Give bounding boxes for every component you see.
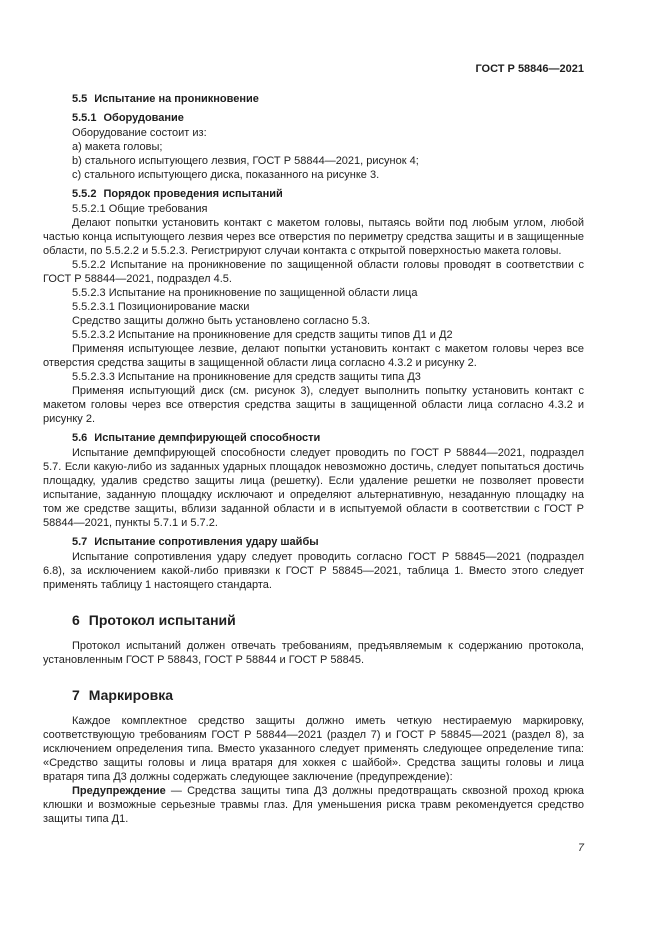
list-item-b: b) стального испытующего лезвия, ГОСТ Р 58844—2021, рисунок 4; xyxy=(72,155,419,167)
paragraph-5-5-2-3-3-title: 5.5.2.3.3 Испытание на проникновение для средств защиты типа Д3 xyxy=(72,371,421,383)
paragraph-5-5-2-1-title: 5.5.2.1 Общие требования xyxy=(72,203,208,215)
warning-text: — Средства защиты типа Д3 должны предотвращать сквозной проход крюка клюшки и возможные серьезные травмы глаз. Для уменьшения риска травм рекомендуется средство защиты типа Д1. xyxy=(43,785,584,825)
paragraph-5-5-2-3: 5.5.2.3 Испытание на проникновение по защищенной области лица xyxy=(72,287,418,299)
paragraph-5-7-body: Испытание сопротивления удару следует проводить согласно ГОСТ Р 58845—2021 (подраздел 6.8), за исключением какой-либо привязки к ГОСТ Р 58845—2021, таблица 1. Вместо этого следует применять таблицу 1 настоящего стандарта. xyxy=(43,551,584,591)
heading-title: Маркировка xyxy=(88,687,174,703)
heading-5-5 xyxy=(43,92,584,106)
heading-5-5-2 xyxy=(43,187,584,201)
paragraph-5-6-body: Испытание демпфирующей способности следует проводить по ГОСТ Р 58844—2021, подраздел 5.7. Если какую-либо из заданных ударных площадок невозможно достичь, следует попытаться достичь площадку, удалив средство защиты лица (решетку). Если удаление решетки не позволяет провести испытание, заданную площадку исключают и определяют альтернативную, незаданную площадку на том же средстве защиты, вблизи заданной области и в испытуемой области в соответствии с ГОСТ Р 58844—2021, пункты 5.7.1 и 5.7.2. xyxy=(43,447,584,529)
heading-number: 7 xyxy=(72,687,80,703)
heading-title: Испытание демпфирующей способности xyxy=(94,432,321,444)
page-number: 7 xyxy=(577,842,584,854)
paragraph-5-5-2-3-2-body: Применяя испытующее лезвие, делают попытки установить контакт с макетом головы через все отверстия средства защиты в защищенной области лица согласно 4.3.2 и рисунку 2. xyxy=(43,343,584,369)
heading-title: Порядок проведения испытаний xyxy=(103,188,283,200)
heading-5-6 xyxy=(43,431,584,445)
heading-title: Испытание на проникновение xyxy=(94,93,259,105)
heading-number: 5.5.1 xyxy=(72,112,97,124)
paragraph-5-5-2-3-3-body: Применяя испытующий диск (см. рисунок 3), следует выполнить попытку установить контакт с макетом головы через все отверстия средства защиты в защищенной области лица согласно 4.3.2 и рисунку 2. xyxy=(43,385,584,425)
paragraph-6-body: Протокол испытаний должен отвечать требованиям, предъявляемым к содержанию протокола, установленным ГОСТ Р 58843, ГОСТ Р 58844 и ГОСТ Р 58845. xyxy=(43,640,584,666)
heading-number: 6 xyxy=(72,612,80,628)
list-item-a: a) макета головы; xyxy=(72,141,163,153)
heading-title: Испытание сопротивления удару шайбы xyxy=(94,536,319,548)
paragraph-5-5-2-1-body: Делают попытки установить контакт с макетом головы, пытаясь войти под любым углом, любой частью конца испытующего лезвия через все отверстия по периметру средства защиты и в защищенные области, по 5.5.2.2 и 5.5.2.3. Регистрируют случаи контакта с открытой поверхностью макета головы. xyxy=(43,217,584,257)
page-header-standard-number: ГОСТ Р 58846—2021 xyxy=(475,63,584,75)
heading-number: 5.7 xyxy=(72,536,88,548)
heading-title: Протокол испытаний xyxy=(88,612,236,628)
paragraph-equipment-intro: Оборудование состоит из: xyxy=(72,127,207,139)
warning-label: Предупреждение xyxy=(72,785,166,797)
heading-number: 5.5.2 xyxy=(72,188,97,200)
paragraph-warning xyxy=(43,784,584,826)
heading-number: 5.6 xyxy=(72,432,88,444)
paragraph-5-5-2-3-2-title: 5.5.2.3.2 Испытание на проникновение для средств защиты типов Д1 и Д2 xyxy=(72,329,453,341)
paragraph-5-5-2-3-1-title: 5.5.2.3.1 Позиционирование маски xyxy=(72,301,250,313)
list-item-c: c) стального испытующего диска, показанного на рисунке 3. xyxy=(72,169,380,181)
heading-5-5-1 xyxy=(43,111,584,125)
paragraph-7-body: Каждое комплектное средство защиты должно иметь четкую нестираемую маркировку, соответствующую требованиям ГОСТ Р 58844—2021 (раздел 7) и ГОСТ Р 58845—2021 (раздел 8), за исключением определения типа. Вместо указанного следует применять следующее определение типа: «Средство защиты головы и лица вратаря для хоккея с шайбой». Средства защиты головы и лица вратаря типа Д3 должны содержать следующее заключение (предупреждение): xyxy=(43,715,584,783)
heading-title: Оборудование xyxy=(103,112,184,124)
paragraph-5-5-2-2: 5.5.2.2 Испытание на проникновение по защищенной области головы проводят в соответствии с ГОСТ Р 58844—2021, подраздел 4.5. xyxy=(43,259,584,285)
heading-5-7 xyxy=(43,535,584,549)
heading-number: 5.5 xyxy=(72,93,88,105)
heading-7 xyxy=(43,687,584,703)
heading-6 xyxy=(43,612,584,628)
document-content xyxy=(43,63,584,826)
paragraph-5-5-2-3-1-body: Средство защиты должно быть установлено согласно 5.3. xyxy=(72,315,371,327)
